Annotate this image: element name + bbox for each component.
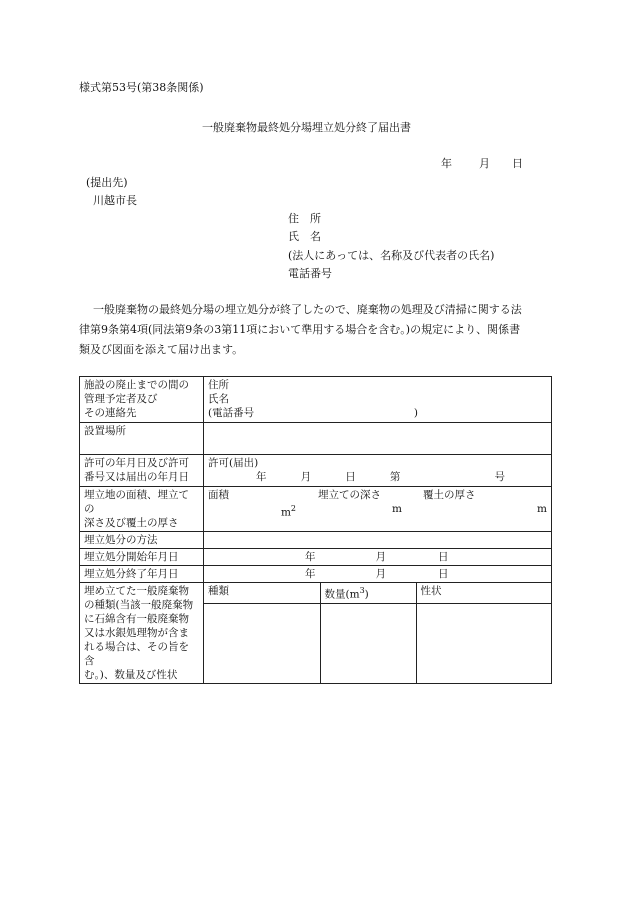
row-location [80,423,552,455]
applicant-name: 氏 名 [288,230,321,243]
permit-label: 許可の年月日及び許可 番号又は届出の年月日 [80,455,204,487]
applicant-address: 住 所 [288,212,321,225]
waste-col-property: 性状 [416,583,551,603]
waste-col-kind: 種類 [204,583,320,603]
label-line: その連絡先 [84,407,137,419]
waste-label: 埋め立てた一般廃棄物 の種類(当該一般廃棄物 に石綿含有一般廃棄物 又は水銀処理物が含ま れる場合は、その旨を含 む。)、数量及び性状 [80,583,204,684]
applicant-phone: 電話番号 [288,267,332,280]
end-label: 埋立処分終了年月日 [80,566,204,583]
date-day: 日 [512,157,523,170]
document-title: 一般廃棄物最終処分場埋立処分終了届出書 [202,121,411,134]
row-end [80,566,552,583]
body-text-line-2: 律第9条第4項(同法第9条の3第11項において準用する場合を含む。)の規定により、関係書 [79,323,521,336]
end-date: 年 月 日 [305,568,449,580]
area-label: 埋立地の面積、埋立ての 深さ及び覆土の厚さ [80,487,204,532]
row-start [80,549,552,566]
recipient-label: (提出先) [86,176,128,189]
form-number: 様式第53号(第38条関係) [79,81,204,94]
location-label: 設置場所 [80,423,204,455]
area-headings: 面積 埋立ての深さ 覆土の厚さ [208,489,476,501]
date-month: 月 [479,157,490,170]
label-line: 施設の廃止までの間の [84,379,189,391]
notification-table [79,376,552,684]
waste-value [204,583,552,684]
row-waste [80,583,552,684]
start-date: 年 月 日 [305,551,449,563]
row-permit [80,455,552,487]
waste-property-cell[interactable] [416,603,551,683]
area-value[interactable] [204,487,552,532]
manager-address-label: 住所 [208,379,229,391]
row-area [80,487,552,532]
manager-value[interactable] [204,377,552,423]
end-value[interactable] [204,566,552,583]
permit-value[interactable] [204,455,552,487]
method-value[interactable] [204,532,552,549]
waste-subtable [204,583,551,683]
body-text-line-3: 類及び図面を添えて届け出ます。 [79,343,244,356]
recipient-name: 川越市長 [93,194,137,207]
permit-date-number: 年 月 日 第 号 [256,471,505,483]
start-value[interactable] [204,549,552,566]
location-value[interactable] [204,423,552,455]
applicant-corp-note: (法人にあっては、名称及び代表者の氏名) [288,249,495,262]
row-method [80,532,552,549]
body-text-line-1: 一般廃棄物の最終処分場の埋立処分が終了したので、廃棄物の処理及び清掃に関する法 [93,303,522,316]
waste-kind-cell[interactable] [204,603,320,683]
date-year: 年 [441,157,452,170]
manager-phone-label: (電話番号 ) [208,407,418,419]
permit-kind: 許可(届出) [208,457,259,469]
method-label: 埋立処分の方法 [80,532,204,549]
manager-name-label: 氏名 [208,393,229,405]
row-manager [80,377,552,423]
area-units: $m^2$ m m [280,503,547,519]
waste-col-amount: 数量$(m^3)$ [320,583,416,603]
label-line: 管理予定者及び [84,393,158,405]
manager-label [80,377,204,423]
start-label: 埋立処分開始年月日 [80,549,204,566]
waste-amount-cell[interactable] [320,603,416,683]
